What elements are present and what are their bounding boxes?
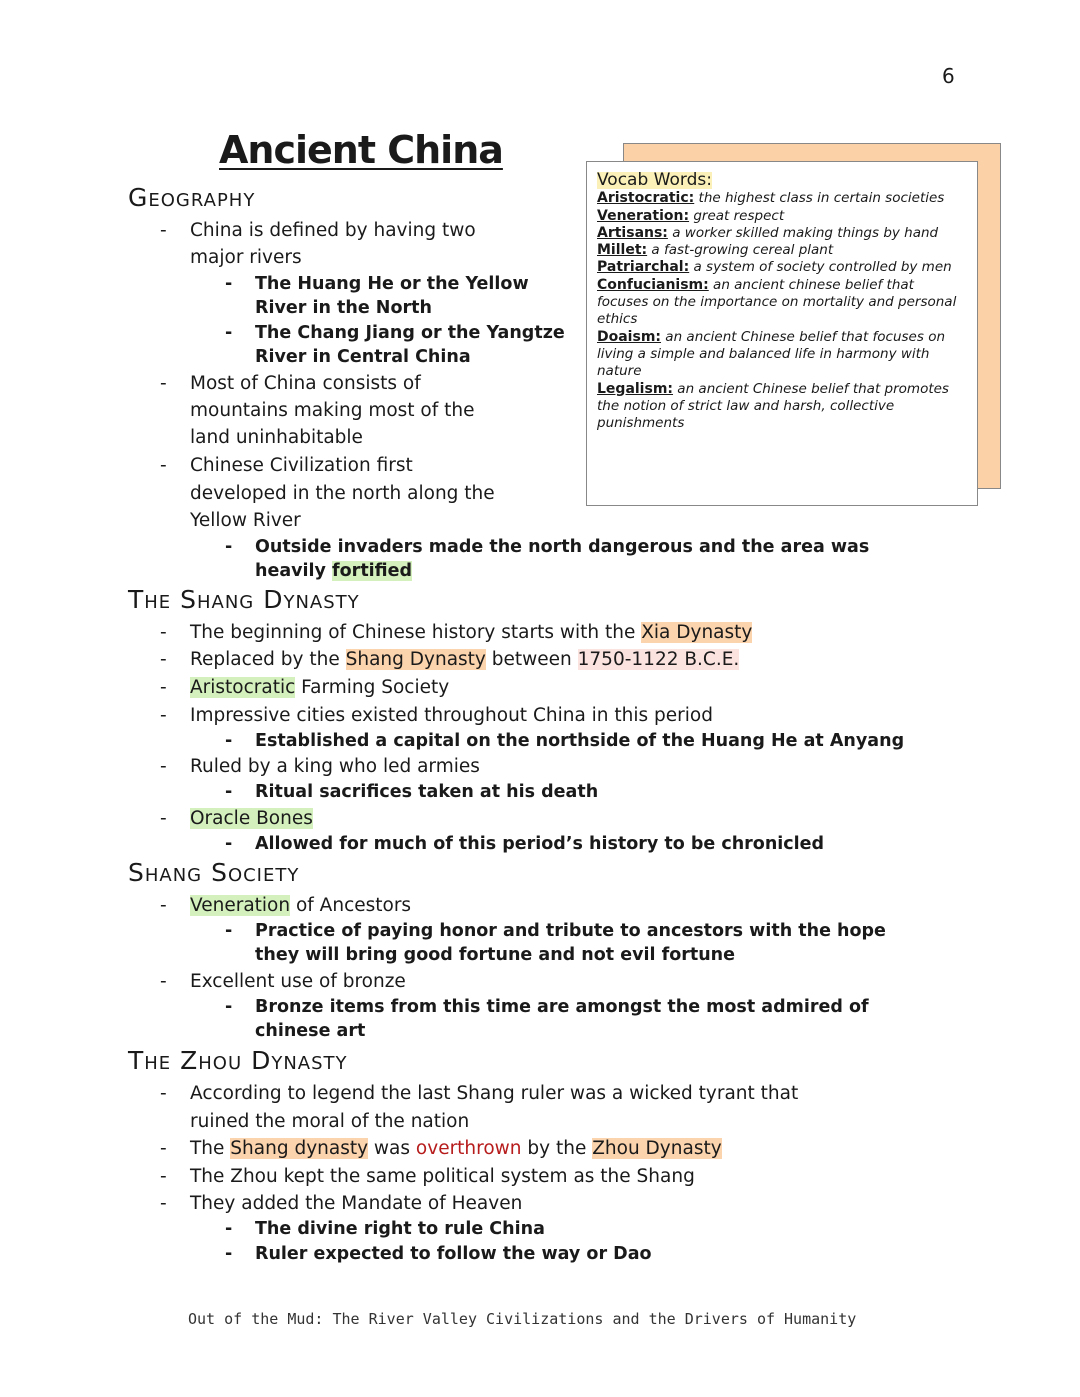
vocab-entry: Aristocratic: the highest class in certain societies bbox=[597, 190, 945, 207]
page-title: Ancient China bbox=[219, 128, 503, 172]
vocab-entry: Veneration: great respect bbox=[597, 207, 785, 224]
vocab-entry: Confucianism: an ancient chinese belief that focuses on the importance on mortality and personal ethics bbox=[597, 276, 957, 328]
page-footer: Out of the Mud: The River Valley Civilizations and the Drivers of Humanity bbox=[188, 1310, 857, 1328]
vocab-title: Vocab Words: bbox=[597, 170, 712, 190]
vocab-box bbox=[586, 161, 978, 506]
vocab-entry: Doaism: an ancient Chinese belief that focuses on living a simple and balanced life in harmony with nature bbox=[597, 328, 946, 380]
vocab-entry: Millet: a fast-growing cereal plant bbox=[597, 242, 834, 259]
vocab-entry: Legalism: an ancient Chinese belief that promotes the notion of strict law and harsh, collective punishments bbox=[597, 380, 949, 432]
section-heading-shang-society: Shang Society bbox=[128, 858, 300, 887]
vocab-entry: Patriarchal: a system of society controlled by men bbox=[597, 259, 952, 276]
section-heading-shang-dynasty: The Shang Dynasty bbox=[128, 585, 360, 614]
section-heading-geography: Geography bbox=[128, 183, 256, 212]
page-number: 6 bbox=[942, 64, 955, 88]
section-heading-zhou-dynasty: The Zhou Dynasty bbox=[128, 1046, 348, 1075]
vocab-entry: Artisans: a worker skilled making things by hand bbox=[597, 224, 939, 241]
